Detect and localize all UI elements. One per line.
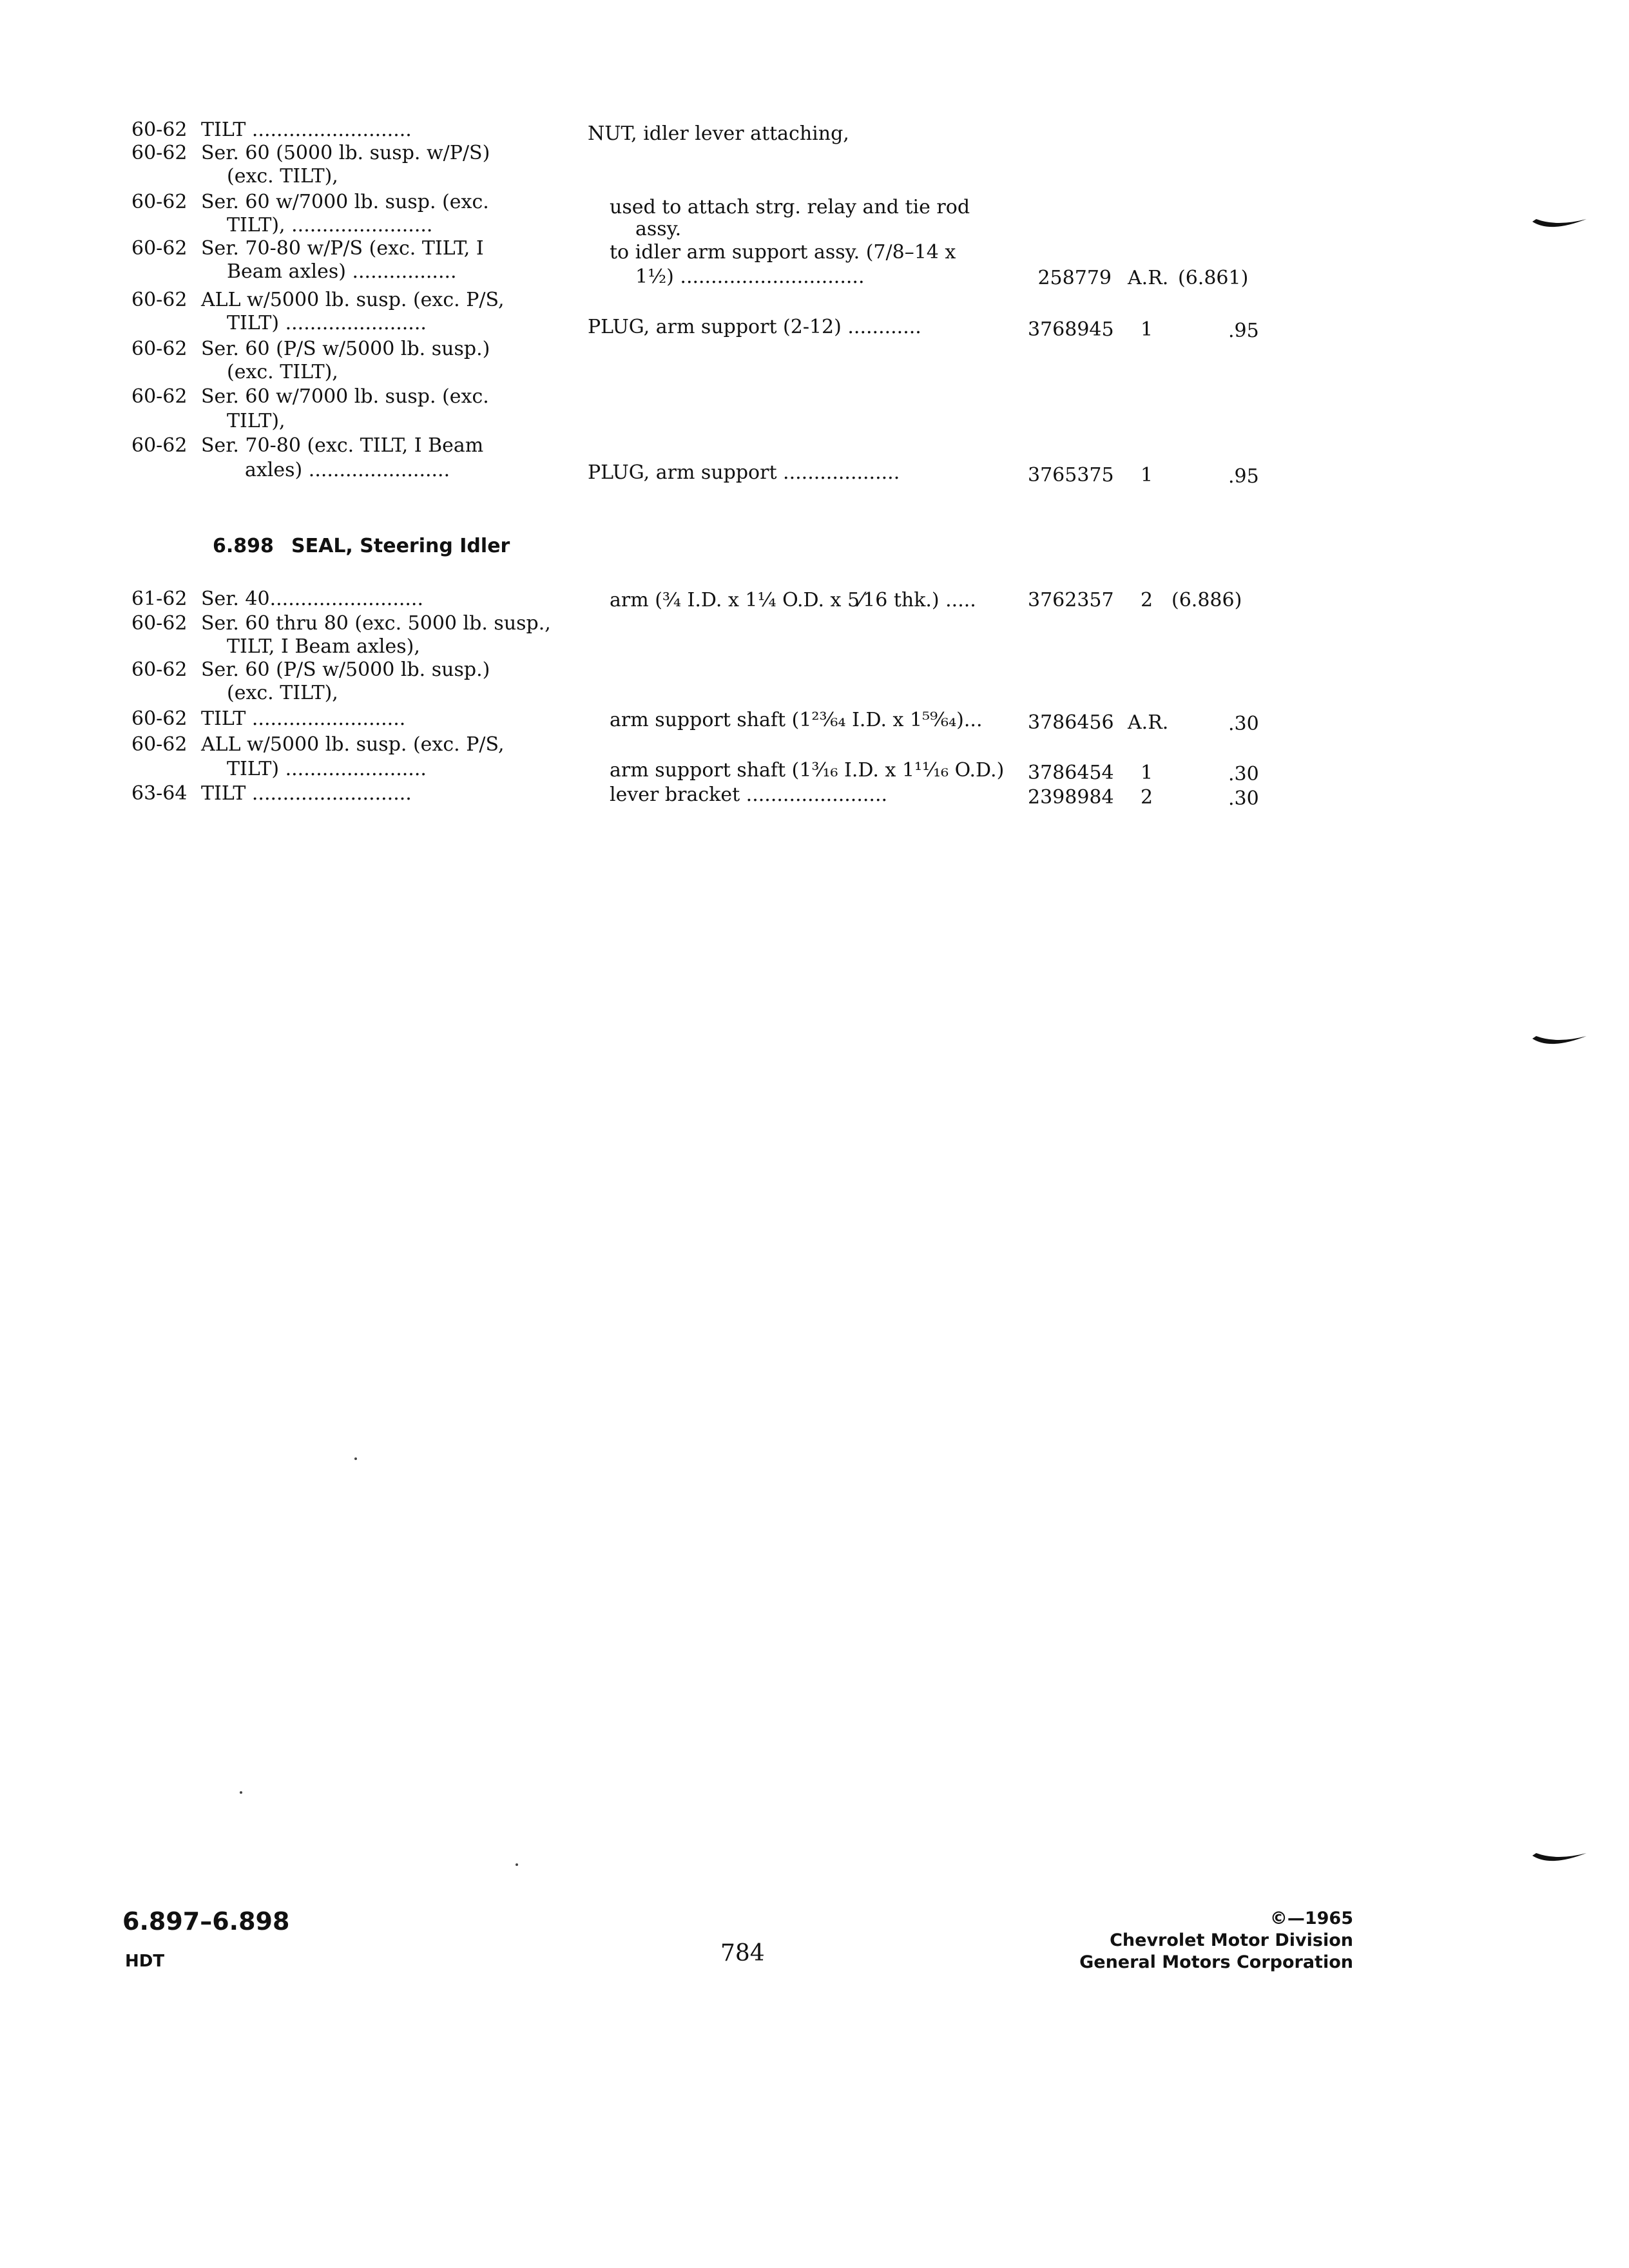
row-application: Ser. 40......................... (201, 588, 423, 610)
section-number: 6.898 (213, 535, 274, 557)
part-number: 2398984 (1028, 786, 1114, 809)
row-description-cont: 1½) .............................. (635, 265, 865, 288)
section-title: SEAL, Steering Idler (291, 535, 510, 557)
row-application: ALL w/5000 lb. susp. (exc. P/S, (201, 733, 505, 756)
row-application: TILT ......................... (201, 707, 406, 730)
row-years: 60-62 (131, 707, 188, 730)
row-application: ALL w/5000 lb. susp. (exc. P/S, (201, 289, 505, 311)
row-description: NUT, idler lever attaching, (588, 122, 849, 145)
row-years: 61-62 (131, 588, 188, 610)
row-years: 60-62 (131, 658, 188, 681)
price: .30 (1228, 713, 1259, 735)
row-application: Ser. 70-80 w/P/S (exc. TILT, I (201, 237, 484, 260)
footer-division: Chevrolet Motor Division (1110, 1930, 1353, 1950)
footer-copyright: ©—1965 (1269, 1908, 1353, 1928)
row-years: 60-62 (131, 191, 188, 213)
price: (6.861) (1178, 267, 1249, 289)
part-number: 3786454 (1028, 762, 1114, 784)
quantity: 2 (1141, 589, 1153, 611)
part-number: 3765375 (1028, 464, 1114, 486)
row-years: 60-62 (131, 289, 188, 311)
binder-mark-icon (1531, 1024, 1589, 1050)
row-years: 60-62 (131, 142, 188, 164)
part-number: 3762357 (1028, 589, 1114, 611)
row-application-cont: (exc. TILT), (227, 361, 338, 383)
page-number: 784 (720, 1940, 765, 1966)
part-number: 3768945 (1028, 318, 1114, 341)
scan-speck (354, 1457, 357, 1460)
row-application-cont: TILT) ....................... (227, 312, 427, 334)
footer-series: HDT (125, 1952, 165, 1971)
row-application-cont: Beam axles) ................. (227, 260, 457, 283)
quantity: A.R. (1128, 267, 1169, 289)
quantity: 1 (1141, 464, 1153, 486)
price: (6.886) (1171, 589, 1242, 611)
row-description: PLUG, arm support (2-12) ............ (588, 316, 921, 338)
part-number: 258779 (1037, 267, 1112, 289)
price: .30 (1228, 787, 1259, 810)
row-application-cont: TILT, I Beam axles), (227, 635, 420, 658)
row-application: Ser. 70-80 (exc. TILT, I Beam (201, 434, 484, 457)
row-application-cont: TILT) ....................... (227, 758, 427, 780)
row-years: 60-62 (131, 338, 188, 360)
row-application-cont: TILT), (227, 410, 285, 432)
row-years: 60-62 (131, 434, 188, 457)
row-application-cont: (exc. TILT), (227, 165, 338, 187)
row-application: Ser. 60 w/7000 lb. susp. (exc. (201, 191, 489, 213)
row-years: 60-62 (131, 385, 188, 408)
price: .95 (1228, 465, 1259, 488)
row-description: arm support shaft (1³⁄₁₆ I.D. x 1¹¹⁄₁₆ O.D.) (610, 759, 1005, 782)
row-application: Ser. 60 thru 80 (exc. 5000 lb. susp., (201, 612, 551, 635)
quantity: 1 (1141, 318, 1153, 341)
quantity: A.R. (1128, 711, 1169, 734)
row-application: TILT .......................... (201, 782, 412, 805)
row-description: PLUG, arm support ................... (588, 461, 900, 484)
row-application: TILT .......................... (201, 119, 412, 141)
part-number: 3786456 (1028, 711, 1114, 734)
row-description-cont: assy. (635, 218, 682, 240)
row-description: arm support shaft (1²³⁄₆₄ I.D. x 1⁵⁹⁄₆₄)... (610, 709, 983, 731)
row-years: 60-62 (131, 119, 188, 141)
row-description: to idler arm support assy. (7/8–14 x (610, 241, 956, 264)
row-years: 60-62 (131, 612, 188, 635)
row-application: Ser. 60 (P/S w/5000 lb. susp.) (201, 338, 490, 360)
row-application: Ser. 60 w/7000 lb. susp. (exc. (201, 385, 489, 408)
row-application-cont: TILT), ....................... (227, 214, 433, 236)
price: .30 (1228, 763, 1259, 785)
row-years: 63-64 (131, 782, 188, 805)
footer-section-range: 6.897–6.898 (122, 1907, 290, 1936)
row-years: 60-62 (131, 733, 188, 756)
binder-mark-icon (1531, 1841, 1589, 1867)
quantity: 1 (1141, 762, 1153, 784)
row-description: arm (¾ I.D. x 1¼ O.D. x 5⁄16 thk.) ..... (610, 589, 976, 611)
scan-speck (516, 1863, 518, 1866)
row-years: 60-62 (131, 237, 188, 260)
scan-speck (240, 1791, 242, 1794)
row-description: used to attach strg. relay and tie rod (610, 196, 970, 218)
row-description: lever bracket ....................... (610, 783, 888, 806)
row-application: Ser. 60 (P/S w/5000 lb. susp.) (201, 658, 490, 681)
row-application-cont: (exc. TILT), (227, 682, 338, 704)
footer-corporation: General Motors Corporation (1079, 1952, 1353, 1972)
row-application: Ser. 60 (5000 lb. susp. w/P/S) (201, 142, 490, 164)
price: .95 (1228, 320, 1259, 342)
quantity: 2 (1141, 786, 1153, 809)
row-application-cont: axles) ....................... (245, 459, 450, 481)
binder-mark-icon (1531, 207, 1589, 233)
